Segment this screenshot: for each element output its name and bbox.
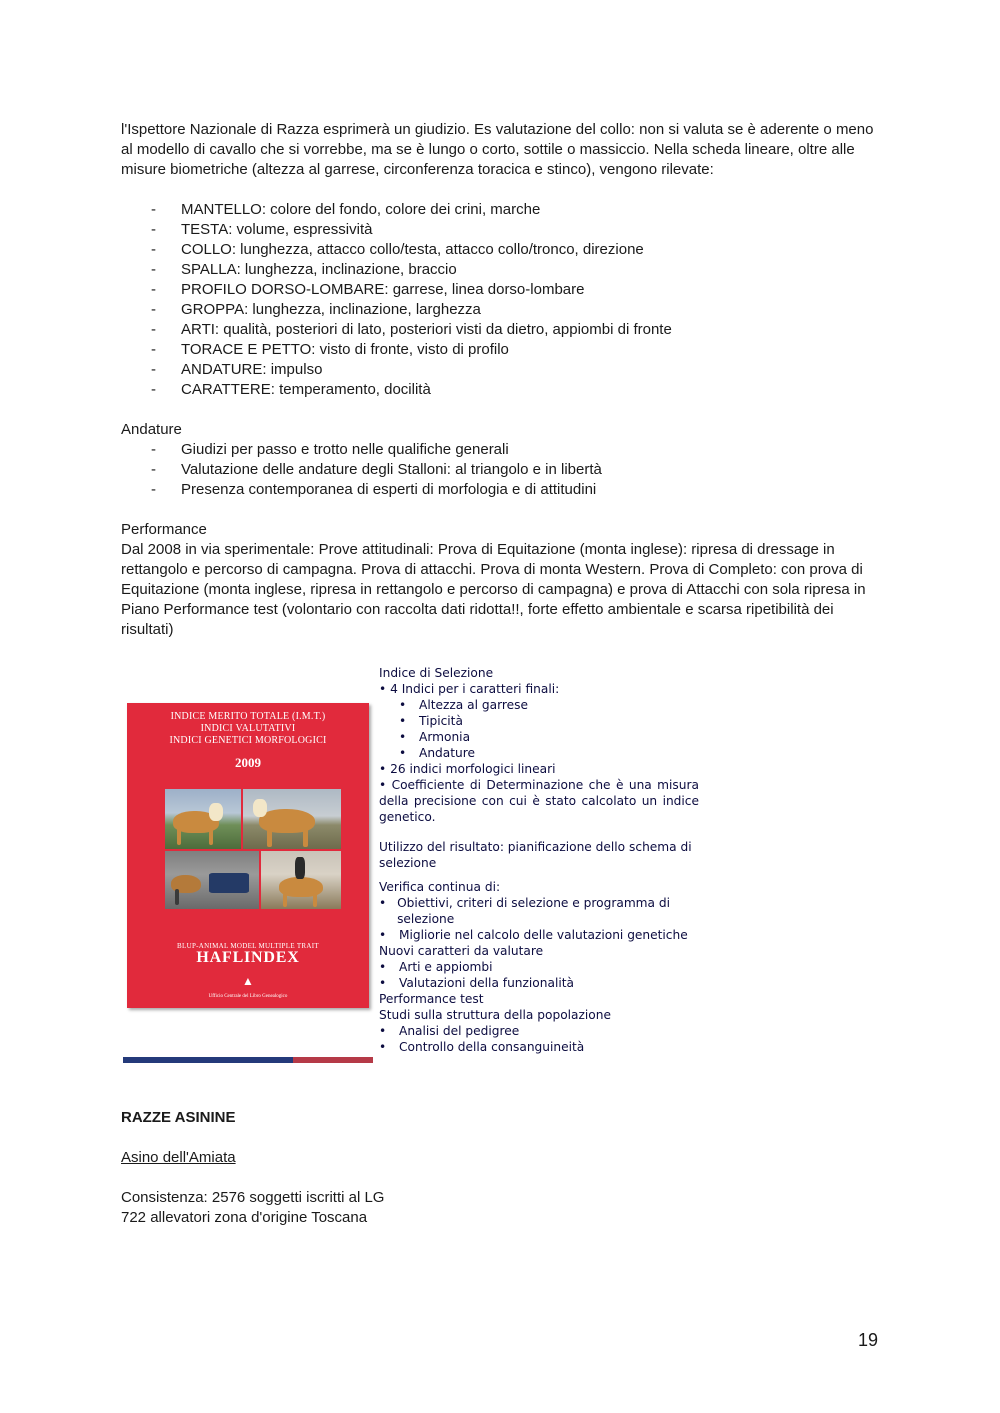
horse-photo [261,851,341,909]
slide-text [379,665,699,1055]
section-subheading: Asino dell'Amiata [121,1149,236,1166]
decor-bar-blue [123,1057,293,1063]
andature-heading: Andature [121,421,182,438]
slide-subitem: • Armonia [399,730,471,744]
list-item: - ARTI: qualità, posteriori di lato, posteriori visti da dietro, appiombi di fronte [121,320,881,340]
cover-year: 2009 [235,755,261,770]
list-item: - Giudizi per passo e trotto nelle qualifiche generali [121,440,881,460]
performance-heading: Performance [121,521,207,538]
asinine-section [121,1108,881,1228]
cover-line: INDICE MERITO TOTALE (I.M.T.) [170,711,326,722]
haflindex-cover [127,703,369,1008]
slide-bullet: • 4 Indici per i caratteri finali: [379,682,560,696]
performance-paragraph: Dal 2008 in via sperimentale: Prove attitudinali: Prova di Equitazione (monta inglese): ripresa di dressage in rettangolo e percorso di campagna. Prova di attacchi. Prova di monta Western. Prova di Completo: con prova di Equitazione (monta inglese, ripresa in rettangolo e percorso di campagna) e prova di Attacchi con sola ripresa in Piano Performance test (volontario con raccolta dati ridotta!!, forte effetto ambientale e scarsa ripetibilità dei risultati) [121,541,866,638]
cover-line: INDICI GENETICI MORFOLOGICI [169,735,327,746]
slide-verifica: Verifica continua di: [379,880,501,894]
slide-bullet: • Coefficiente di Determinazione che è una misura della precisione con cui è stato calcolato un indice genetico. [379,778,699,824]
list-item: - TORACE E PETTO: visto di fronte, visto di profilo [121,340,881,360]
slide-studi: Studi sulla struttura della popolazione [379,1008,611,1022]
decor-bar-red [293,1057,373,1063]
list-item: - TESTA: volume, espressività [121,220,881,240]
slide-item: • Migliorie nel calcolo delle valutazioni genetiche [379,928,688,942]
emblem-icon: ▲ [242,974,254,988]
list-item: - PROFILO DORSO-LOMBARE: garrese, linea dorso-lombare [121,280,881,300]
slide-perf: Performance test [379,992,484,1006]
list-item: - Valutazione delle andature degli Stalloni: al triangolo e in libertà [121,460,881,480]
horse-photo [165,789,241,849]
slide-subitem: • Altezza al garrese [399,698,528,712]
cover-brand: HAFLINDEX [196,949,300,966]
page-number: 19 [857,1330,878,1350]
list-item: - GROPPA: lunghezza, inclinazione, larghezza [121,300,881,320]
slide-item: • Controllo della consanguineità [379,1040,585,1054]
section-heading: RAZZE ASININE [121,1109,236,1126]
list-item: - ANDATURE: impulso [121,360,881,380]
list-item: - COLLO: lunghezza, attacco collo/testa, attacco collo/tronco, direzione [121,240,881,260]
selection-index-figure [121,660,701,1070]
slide-item: • Analisi del pedigree [379,1024,520,1038]
slide-item: • Valutazioni della funzionalità [379,976,574,990]
slide-title: Indice di Selezione [379,666,494,680]
cover-line: INDICI VALUTATIVI [200,723,296,734]
consistency-line: Consistenza: 2576 soggetti iscritti al LG [121,1189,385,1206]
slide-nuovi: Nuovi caratteri da valutare [379,944,544,958]
slide-bullet: • 26 indici morfologici lineari [379,762,556,776]
slide-utilizzo: Utilizzo del risultato: pianificazione dello schema di selezione [379,840,692,870]
intro-paragraph: l'Ispettore Nazionale di Razza esprimerà un giudizio. Es valutazione del collo: non si valuta se è aderente o meno al modello di cavallo che si vorrebbe, ma se è lungo o corto, sottile o massiccio. Nella scheda lineare, oltre alle misure biometriche (altezza al garrese, circonferenza toracica e stinco), vengono rilevate: [121,121,874,178]
slide-item: • Obiettivi, criteri di selezione e programma di selezione [379,896,671,926]
horse-photo [165,851,259,909]
andature-list [121,440,881,500]
cover-photos [165,789,341,909]
list-item: - Presenza contemporanea di esperti di morfologia e di attitudini [121,480,881,500]
breeders-line: 722 allevatori zona d'origine Toscana [121,1209,368,1226]
list-item: - CARATTERE: temperamento, docilità [121,380,881,400]
cover-office: Ufficio Centrale del Libro Genealogico [208,994,288,999]
slide-subitem: • Tipicità [399,714,463,728]
page-body [121,120,881,640]
traits-list [121,200,881,400]
cover-subtitle: BLUP-ANIMAL MODEL MULTIPLE TRAIT [177,942,319,950]
slide-subitem: • Andature [399,746,476,760]
horse-photo [243,789,341,849]
slide-item: • Arti e appiombi [379,960,493,974]
list-item: - MANTELLO: colore del fondo, colore dei crini, marche [121,200,881,220]
list-item: - SPALLA: lunghezza, inclinazione, braccio [121,260,881,280]
